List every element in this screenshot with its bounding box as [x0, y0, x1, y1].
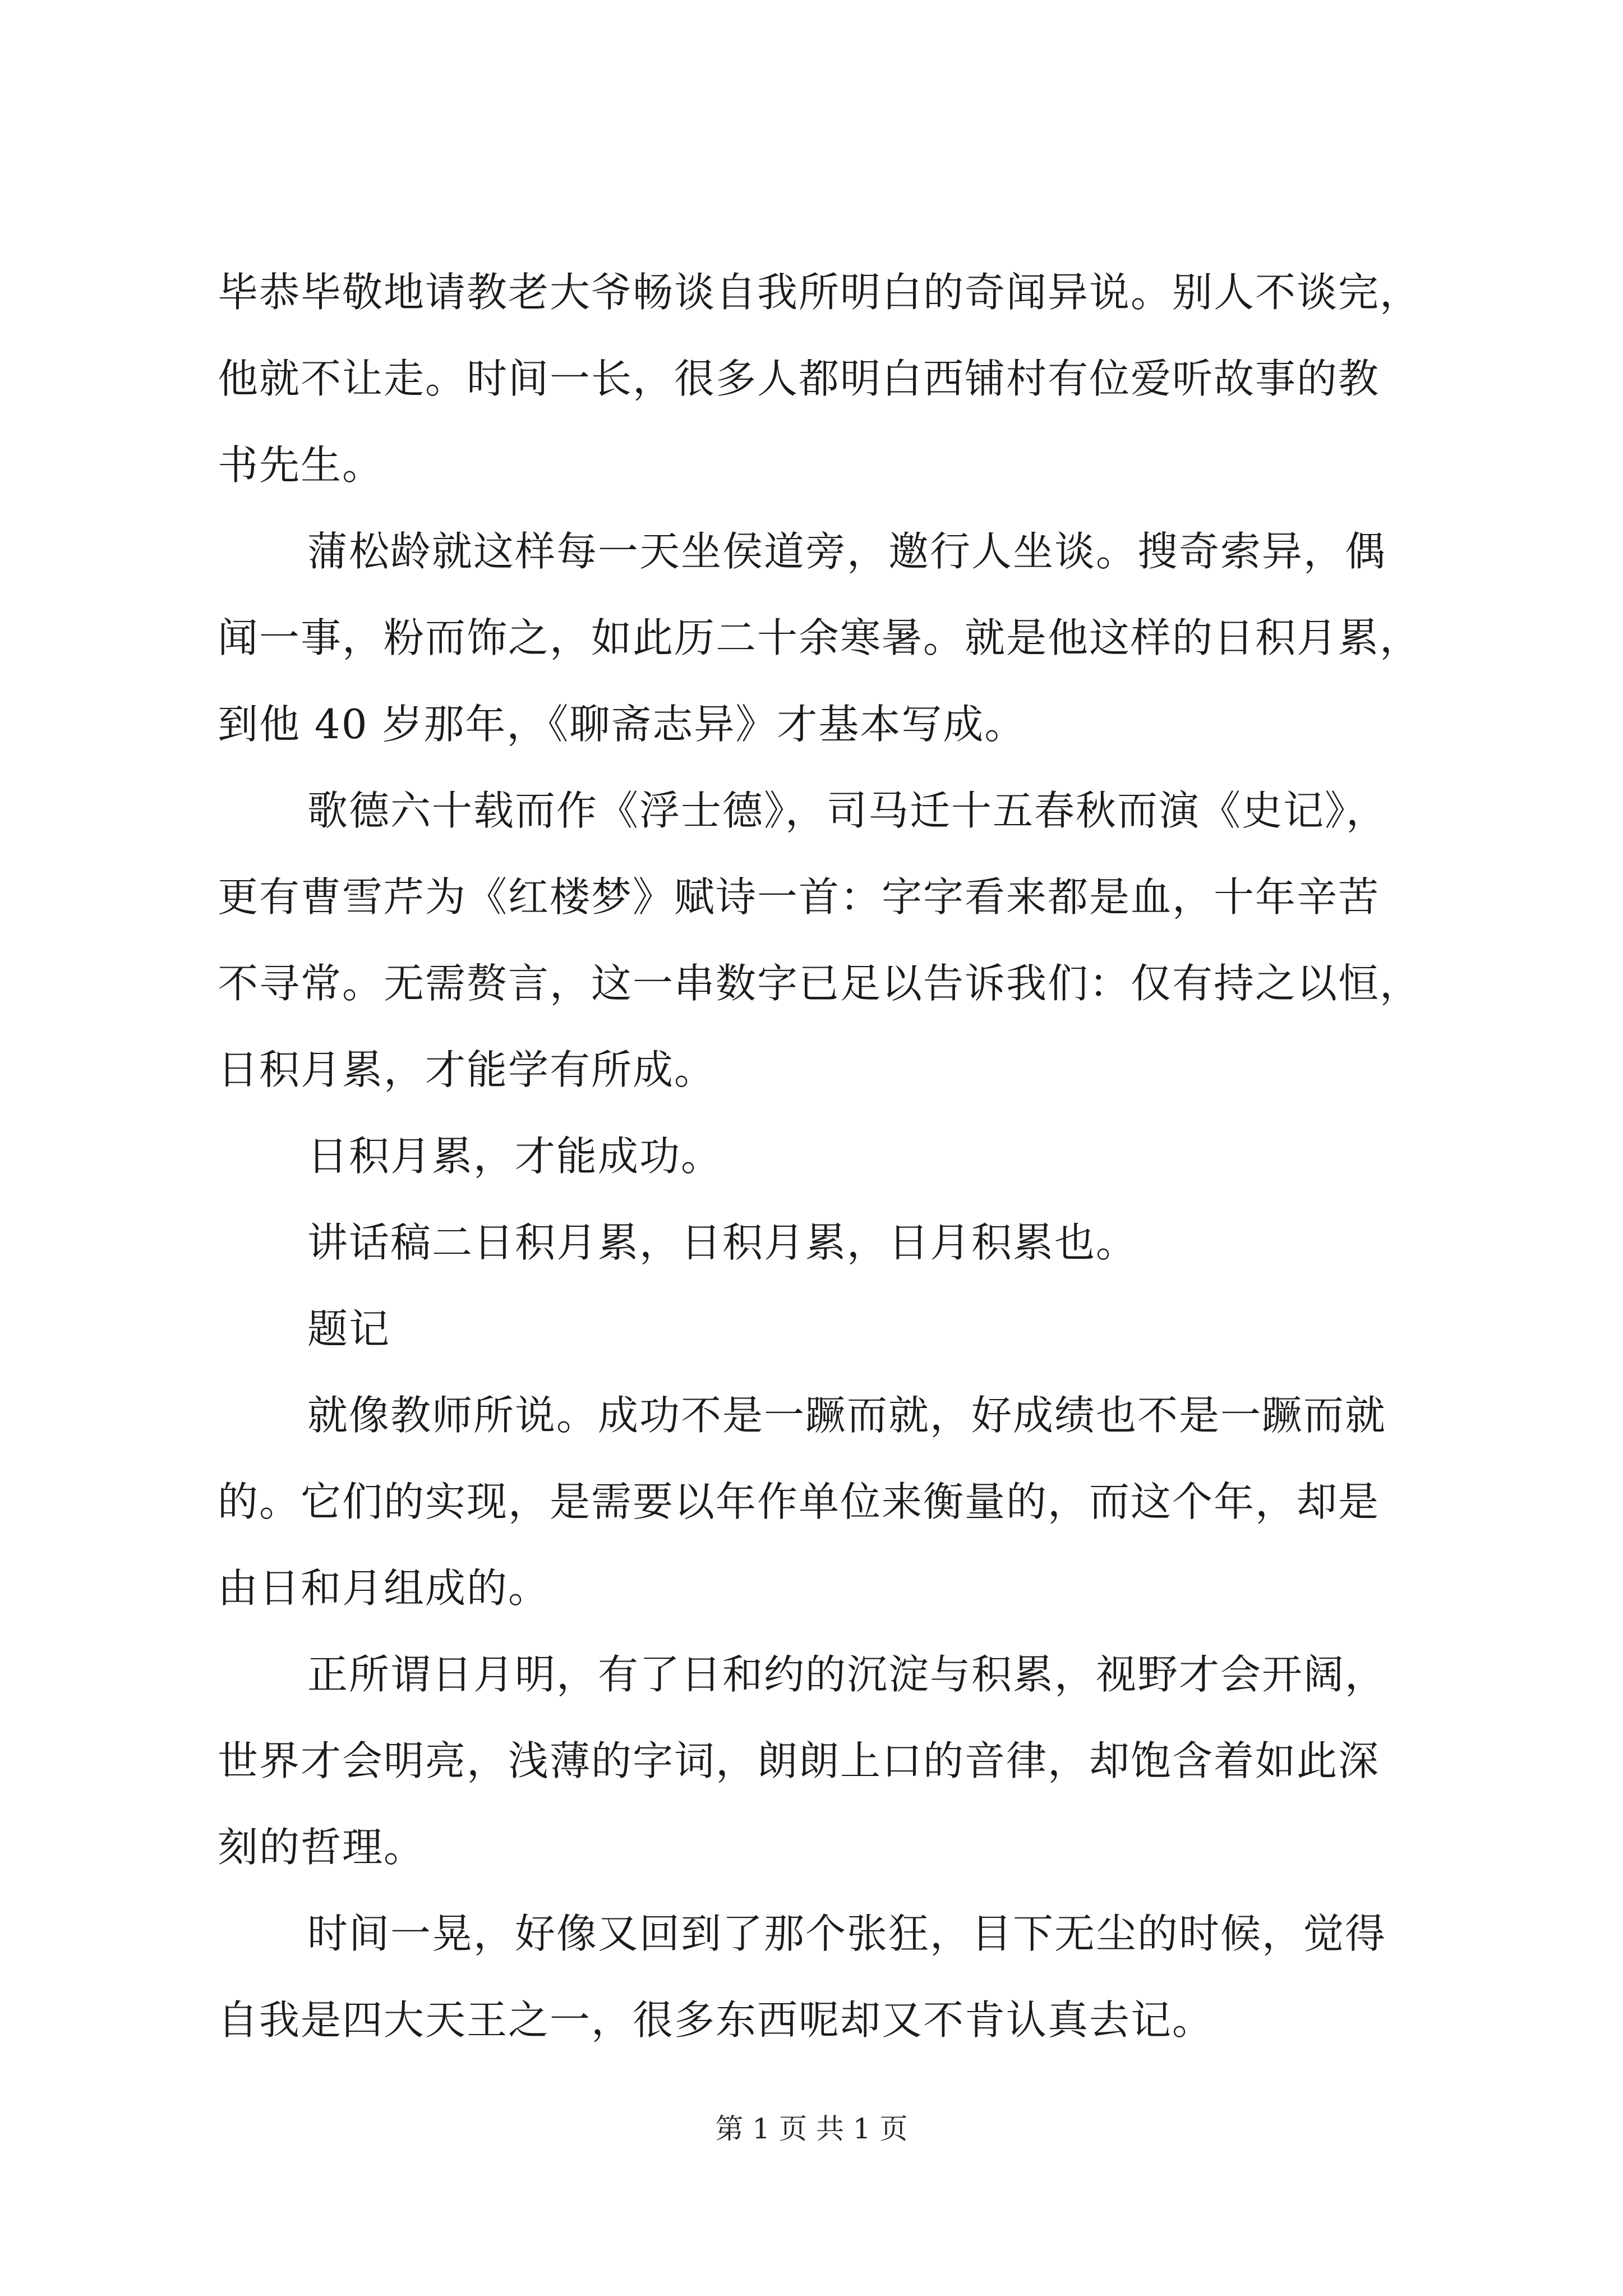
- page-footer: [0, 2109, 1623, 2148]
- text-line: 到他 40 岁那年，《聊斋志异》才基本写成。: [218, 701, 1026, 748]
- section-heading: 题记: [307, 1305, 391, 1352]
- text-line: 时间一晃，好像又回到了那个张狂，目下无尘的时候，觉得: [307, 1910, 1387, 1957]
- page-number: 第 1 页 共 1 页: [715, 2113, 908, 2145]
- text-line: 书先生。: [218, 441, 384, 489]
- text-line: 他就不让走。时间一长，很多人都明白西铺村有位爱听故事的教: [218, 355, 1380, 402]
- text-line: 的。它们的实现，是需要以年作单位来衡量的，而这个年，却是: [218, 1478, 1380, 1525]
- text-line: 蒲松龄就这样每一天坐侯道旁，邀行人坐谈。搜奇索异，偶: [307, 528, 1387, 575]
- text-line: 歌德六十载而作《浮士德》，司马迁十五春秋而演《史记》，: [307, 787, 1388, 834]
- text-line: 日积月累，才能学有所成。: [218, 1046, 716, 1093]
- text-line: 世界才会明亮，浅薄的字词，朗朗上口的音律，却饱含着如此深: [218, 1737, 1380, 1784]
- text-line: 正所谓日月明，有了日和约的沉淀与积累，视野才会开阔，: [307, 1651, 1387, 1698]
- text-line: 更有曹雪芹为《红楼梦》赋诗一首：字字看来都是血，十年辛苦: [218, 873, 1380, 921]
- text-line: 讲话稿二日积月累，日积月累，日月积累也。: [307, 1219, 1138, 1266]
- text-line: 自我是四大天王之一，很多东西呢却又不肯认真去记。: [218, 1996, 1214, 2044]
- text-line: 刻的哲理。: [218, 1824, 426, 1871]
- text-line: 由日和月组成的。: [218, 1565, 550, 1612]
- text-line: 闻一事，粉而饰之，如此历二十余寒暑。就是他这样的日积月累，: [218, 614, 1422, 661]
- body-text: [218, 249, 1422, 2063]
- text-line: 毕恭毕敬地请教老大爷畅谈自我所明白的奇闻异说。别人不谈完，: [218, 269, 1422, 316]
- text-line: 日积月累，才能成功。: [307, 1133, 723, 1180]
- text-line: 不寻常。无需赘言，这一串数字已足以告诉我们：仅有持之以恒，: [218, 960, 1422, 1007]
- text-line: 就像教师所说。成功不是一蹶而就，好成绩也不是一蹶而就: [307, 1392, 1387, 1439]
